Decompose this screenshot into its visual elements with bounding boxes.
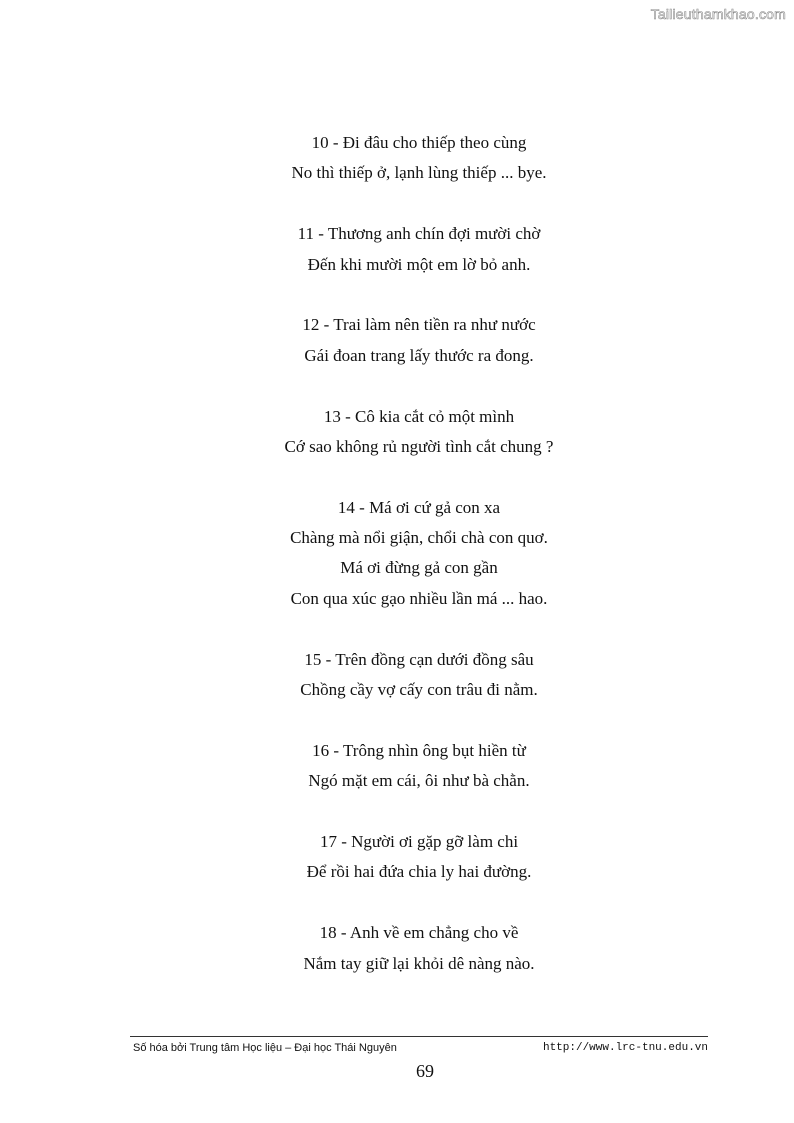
poem-line: 10 - Đi đâu cho thiếp theo cùng — [311, 133, 527, 152]
poem-line: No thì thiếp ở, lạnh lùng thiếp ... bye. — [291, 163, 547, 183]
poem-line: 17 - Người ơi gặp gỡ làm chi — [319, 831, 519, 851]
poem-line: Chồng cầy vợ cấy con trâu đi nằm. — [300, 680, 538, 700]
poem-13 — [130, 402, 708, 463]
poem-line: 11 - Thương anh chín đợi mười chờ — [297, 224, 541, 244]
poem-10 — [130, 128, 708, 189]
poem-collection — [130, 128, 708, 1009]
poem-line: 13 - Cô kia cắt cỏ một mình — [323, 406, 515, 426]
poem-18 — [130, 918, 708, 979]
footer-url: http://www.lrc-tnu.edu.vn — [542, 1042, 708, 1054]
poem-line: Chàng mà nổi giận, chổi chà con quơ. — [290, 528, 548, 548]
poem-17 — [130, 827, 708, 888]
page-number: 69 — [416, 1061, 434, 1081]
poem-14 — [130, 493, 708, 615]
poem-line: Để rồi hai đứa chia ly hai đường. — [306, 862, 532, 882]
footer-divider — [130, 1036, 708, 1037]
watermark-text: Tailieuthamkhao.com — [650, 6, 786, 22]
poem-line: 12 - Trai làm nên tiền ra như nước — [302, 315, 536, 335]
poem-line: Cớ sao không rủ người tình cắt chung ? — [284, 436, 554, 456]
poem-line: Gái đoan trang lấy thước ra đong. — [304, 345, 534, 365]
poem-line: Đến khi mười một em lờ bỏ anh. — [307, 254, 531, 274]
poem-line: 16 - Trông nhìn ông bụt hiền từ — [312, 740, 526, 760]
poem-line: 14 - Má ơi cứ gả con xa — [337, 497, 501, 517]
poem-12 — [130, 310, 708, 371]
poem-line: Nắm tay giữ lại khỏi dê nàng nào. — [303, 953, 535, 973]
poem-line: Má ơi đừng gả con gần — [340, 558, 498, 578]
poem-line: 18 - Anh về em chẳng cho về — [319, 923, 519, 943]
poem-line: Con qua xúc gạo nhiều lần má ... hao. — [290, 588, 548, 608]
footer-source-text: Số hóa bởi Trung tâm Học liệu – Đại học Thái Nguyên — [133, 1042, 397, 1054]
poem-15 — [130, 645, 708, 706]
poem-line: Ngó mặt em cái, ôi như bà chằn. — [308, 771, 530, 791]
poem-11 — [130, 219, 708, 280]
poem-line: 15 - Trên đồng cạn dưới đồng sâu — [304, 649, 534, 669]
poem-16 — [130, 736, 708, 797]
